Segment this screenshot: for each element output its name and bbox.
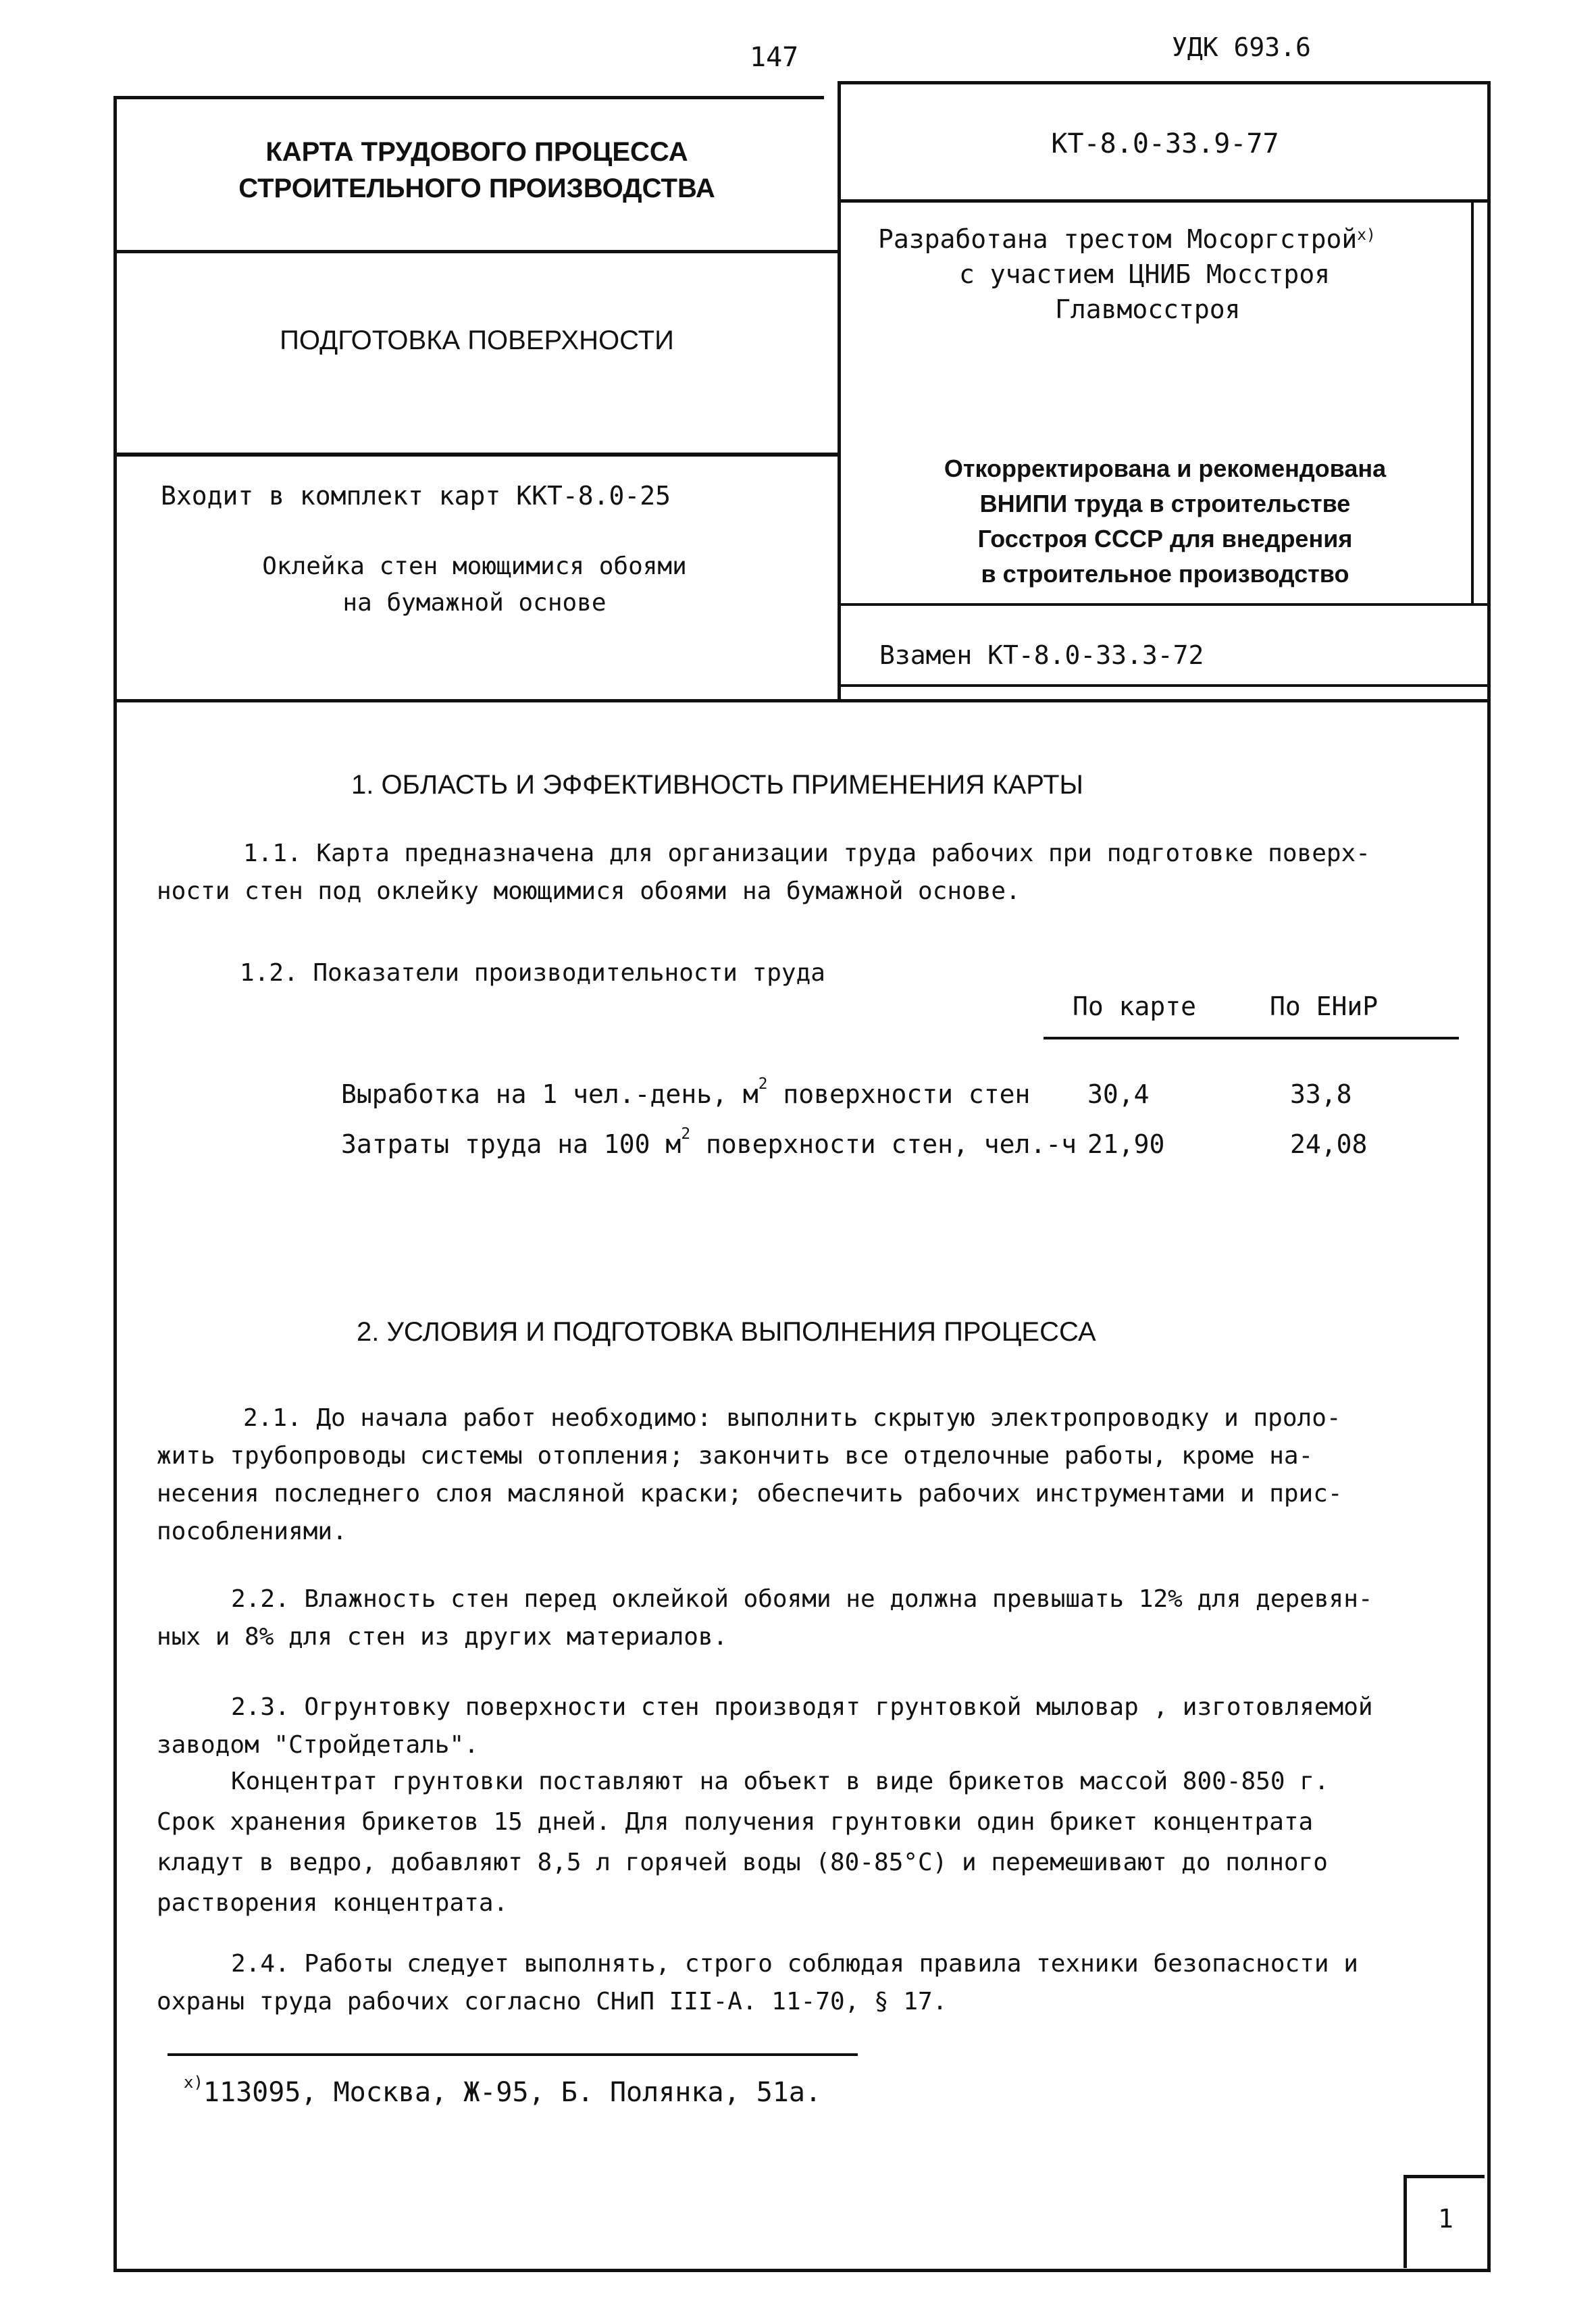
row2-label-tail: поверхности стен, чел.-ч [690,1129,1077,1159]
frame-top-right [839,81,1491,84]
right-divider-3 [839,684,1491,687]
row1-label: Выработка на 1 чел.-день, м [341,1079,758,1109]
sheet-number-box [1404,2175,1485,2268]
p23b-line4: растворения концентрата. [157,1889,509,1917]
table-row-labor [341,1125,1077,1159]
correction-line4: в строительное производство [981,560,1349,588]
p21-line4: пособлениями. [157,1518,347,1545]
row1-value-card: 30,4 [1087,1079,1150,1109]
frame-right [1487,81,1491,2272]
card-title [118,134,835,207]
p21-line1: 2.1. До начала работ необходимо: выполнить скрытую электропроводку и проло- [243,1404,1341,1432]
row1-sup: 2 [758,1075,768,1093]
right-divider-2 [839,603,1491,606]
table-row-output [341,1075,1031,1109]
paragraph-2-1 [157,1399,1450,1551]
replaces-line: Взамен КТ-8.0-33.3-72 [879,640,1204,670]
left-divider-2 [113,453,838,457]
header-bottom-line [113,699,1491,702]
row2-value-card: 21,90 [1087,1129,1165,1159]
correction-line3: Госстроя СССР для внедрения [977,525,1353,552]
kit-description [162,548,787,621]
table-header-rule [1044,1037,1459,1039]
paragraph-1-1 [157,835,1450,910]
footnote-mark: x) [184,2073,203,2092]
paragraph-1-2-title: 1.2. Показатели производительности труда [240,959,825,987]
right-divider-1 [839,199,1491,203]
footnote-mark-ref: x) [1357,226,1376,244]
row2-sup: 2 [681,1125,691,1143]
section1-heading: 1. ОБЛАСТЬ И ЭФФЕКТИВНОСТЬ ПРИМЕНЕНИЯ КАРТЫ [351,770,1083,800]
p23b-line1: Концентрат грунтовки поставляют на объект в виде брикетов массой 800-850 г. [231,1768,1329,1795]
paragraph-2-3-continued [157,1762,1450,1924]
card-title-line1: КАРТА ТРУДОВОГО ПРОЦЕССА [265,137,688,167]
p22-line2: ных и 8% для стен из других материалов. [157,1623,728,1651]
footnote-rule [168,2053,858,2056]
section2-heading: 2. УСЛОВИЯ И ПОДГОТОВКА ВЫПОЛНЕНИЯ ПРОЦЕССА [357,1317,1096,1347]
developer-line3: Главмосстроя [1055,294,1241,324]
row1-value-enir: 33,8 [1290,1079,1352,1109]
kit-desc-line2: на бумажной основе [342,589,607,617]
kit-desc-line1: Оклейка стен моющимися обоями [262,552,687,580]
subject-title: ПОДГОТОВКА ПОВЕРХНОСТИ [280,326,674,355]
correction-info [841,451,1489,592]
paragraph-2-3 [157,1689,1484,1764]
developer-line2: с участием ЦНИБ Мосстроя [959,259,1331,289]
p24-line1: 2.4. Работы следует выполнять, строго соблюдая правила техники безопасности и [231,1950,1358,1978]
frame-top-left [113,96,824,99]
p23b-line2: Срок хранения брикетов 15 дней. Для получения грунтовки один брикет концентрата [157,1808,1314,1836]
row1-label-tail: поверхности стен [767,1079,1031,1109]
p11-line2: ности стен под оклейку моющимися обоями на бумажной основе. [157,877,1021,905]
p24-line2: охраны труда рабочих согласно СНиП III-А. 11-70, § 17. [157,1988,948,2015]
developer-info [878,222,1472,327]
left-divider-1 [113,250,838,253]
footnote-text: 113095, Москва, Ж-95, Б. Полянка, 51а. [203,2077,822,2108]
table-col-header-card: По карте [1073,992,1197,1021]
center-divider [838,81,841,702]
row2-label: Затраты труда на 100 м [341,1129,681,1159]
frame-bottom [113,2269,1491,2272]
card-title-line2: СТРОИТЕЛЬНОГО ПРОИЗВОДСТВА [238,174,715,203]
udk-code: УДК 693.6 [1172,32,1311,62]
p21-line2: жить трубопроводы системы отопления; закончить все отделочные работы, кроме на- [157,1442,1314,1470]
page-number: 147 [750,42,799,73]
p21-line3: несения последнего слоя масляной краски; обеспечить рабочих инструментами и прис- [157,1480,1343,1508]
frame-left [113,96,117,2272]
developer-line1: Разработана трестом Мосоргстрой$^{x)}$ [878,224,1376,254]
p22-line1: 2.2. Влажность стен перед оклейкой обоями не должна превышать 12% для деревян- [231,1585,1373,1613]
row2-value-enir: 24,08 [1290,1129,1368,1159]
paragraph-2-2 [157,1580,1484,1656]
correction-line1: Откорректирована и рекомендована [944,455,1387,482]
correction-line2: ВНИПИ труда в строительстве [979,490,1351,517]
kit-line: Входит в комплект карт ККТ-8.0-25 [161,481,671,511]
p11-line1: 1.1. Карта предназначена для организации труда рабочих при подготовке поверх- [243,840,1370,867]
card-code: КТ-8.0-33.9-77 [1051,128,1279,159]
p23-line2: заводом "Стройдеталь". [157,1731,479,1759]
p23-line1: 2.3. Огрунтовку поверхности стен производят грунтовкой мыловар , изготовляемой [231,1693,1373,1721]
table-col-header-enir: По ЕНиР [1270,992,1379,1021]
sheet-number: 1 [1438,2204,1453,2234]
footnote [184,2073,822,2108]
paragraph-2-4 [157,1945,1450,2021]
p23b-line3: кладут в ведро, добавляют 8,5 л горячей воды (80-85°С) и перемешивают до полного [157,1849,1328,1876]
